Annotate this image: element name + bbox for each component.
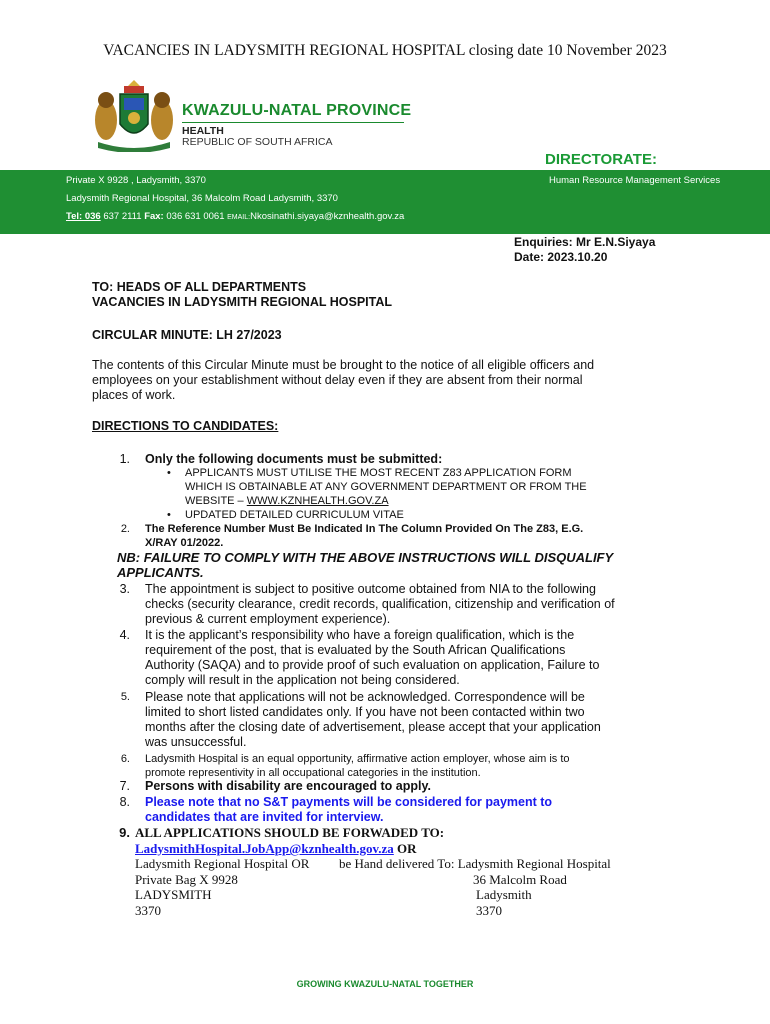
item-text (145, 628, 695, 688)
item-number: 3. (119, 582, 130, 596)
address-line: 3370 (476, 902, 502, 918)
bullet-line (185, 494, 675, 508)
hand-delivery-address (473, 872, 567, 919)
province-name: KWAZULU-NATAL PROVINCE (182, 102, 412, 119)
intro-line: The contents of this Circular Minute must be brought to the notice of all eligible officers and (92, 358, 595, 372)
bullet-line-text: WEBSITE – (185, 495, 247, 507)
item-line: The appointment is subject to positive outcome obtained from NIA to the following (145, 582, 596, 596)
contact-band (0, 170, 770, 234)
email-address[interactable]: Nkosinathi.siyaya@kznhealth.gov.za (250, 211, 405, 222)
item-line: Please note that applications will not be acknowledged. Correspondence will be (145, 690, 585, 704)
nb-line: NB: FAILURE TO COMPLY WITH THE ABOVE INSTRUCTIONS WILL DISQUALIFY (117, 550, 614, 565)
intro-line: places of work. (92, 388, 176, 402)
tel-label: Tel: 036 (66, 211, 101, 222)
item-number: 8. (119, 795, 130, 809)
republic-name: REPUBLIC OF SOUTH AFRICA (182, 136, 333, 148)
footer-slogan: GROWING KWAZULU-NATAL TOGETHER (296, 979, 474, 989)
physical-address: Ladysmith Regional Hospital, 36 Malcolm Road Ladysmith, 3370 (66, 193, 338, 204)
enquiries-contact: Enquiries: Mr E.N.Siyaya (514, 235, 656, 249)
memo-addressee (92, 280, 392, 310)
item-text (145, 582, 695, 627)
item-number: 9. (119, 825, 130, 840)
fax-number: 036 631 0061 (163, 211, 225, 222)
item-number: 4. (119, 628, 130, 642)
item-number: 6. (120, 753, 130, 765)
item-line: Ladysmith Hospital is an equal opportunity, affirmative action employer, whose aim is to (145, 753, 570, 765)
bullet-glyph: • (167, 509, 171, 521)
province-divider (182, 122, 404, 123)
bullet-item (185, 466, 675, 508)
item-line: months after the closing date of advertisement, please accept that your application (145, 720, 601, 734)
item-text (145, 795, 695, 825)
directions-heading: DIRECTIONS TO CANDIDATES: (92, 419, 279, 433)
directorate-label: DIRECTORATE: (545, 151, 657, 168)
address-line: LADYSMITH (135, 887, 212, 902)
fax-label: Fax: (144, 211, 164, 222)
address-line: Private Bag X 9928 (135, 871, 238, 887)
item-line: checks (security clearance, credit records, qualification, citizenship and verification of (145, 597, 615, 611)
enquiries-block (514, 235, 655, 265)
contact-line (66, 211, 404, 222)
item-text: Persons with disability are encouraged to apply. (145, 779, 431, 793)
address-line: 36 Malcolm Road (473, 871, 567, 887)
item-line: Please note that no S&T payments will be considered for payment to (145, 795, 553, 809)
item-line: comply will result in the application not being considered. (145, 673, 460, 687)
or-label: OR (393, 841, 417, 856)
department-name: HEALTH (182, 125, 224, 137)
item-number: 2. (120, 523, 130, 535)
item-text: Only the following documents must be submitted: (145, 452, 443, 466)
intro-line: employees on your establishment without delay even if they are absent from their normal (92, 373, 583, 387)
bullet-line: WHICH IS OBTAINABLE AT ANY GOVERNMENT DEPARTMENT OR FROM THE (185, 481, 587, 493)
nb-warning (117, 550, 677, 580)
item-line: was unsuccessful. (145, 735, 247, 749)
item-number: 7. (119, 779, 130, 793)
item-text (145, 522, 693, 550)
bullet-glyph: • (167, 467, 171, 479)
item-number: 5. (120, 691, 130, 703)
address-line: 3370 (135, 902, 161, 918)
hand-delivery-heading: be Hand delivered To: Ladysmith Regional Hospital (339, 856, 611, 871)
item-line: promote representivity in all occupational categories in the institution. (145, 767, 481, 779)
application-email-link[interactable]: LadysmithHospital.JobApp@kznhealth.gov.za (135, 841, 394, 856)
nb-line: APPLICANTS. (117, 565, 204, 580)
address-line: Ladysmith (476, 887, 532, 902)
item-line: previous & current employment experience). (145, 612, 391, 626)
item-line: X/RAY 01/2022. (145, 537, 224, 549)
item-line: candidates that are invited for interview. (145, 810, 384, 824)
intro-paragraph (92, 358, 682, 403)
tel-number: 637 2111 (100, 211, 142, 222)
memo-date: Date: 2023.10.20 (514, 250, 608, 264)
item-line: Authority (SAQA) and to provide proof of such evaluation on application, Failure to (145, 658, 600, 672)
item-text: ALL APPLICATIONS SHOULD BE FORWADED TO: (135, 825, 445, 840)
item-line: requirement of the post, that is evaluated by the South African Qualifications (145, 643, 566, 657)
memo-to: TO: HEADS OF ALL DEPARTMENTS (92, 280, 307, 294)
item-line: The Reference Number Must Be Indicated In The Column Provided On The Z83, E.G. (145, 523, 584, 535)
item-text (145, 752, 695, 780)
bullet-line: APPLICANTS MUST UTILISE THE MOST RECENT Z83 APPLICATION FORM (185, 467, 572, 479)
item-line: It is the applicant’s responsibility who have a foreign qualification, which is the (145, 628, 575, 642)
document-title: VACANCIES IN LADYSMITH REGIONAL HOSPITAL closing date 10 November 2023 (103, 42, 667, 59)
item-number: 1. (119, 452, 130, 466)
postal-address: Private X 9928 , Ladysmith, 3370 (66, 175, 206, 186)
kzn-coat-of-arms-icon (90, 80, 178, 152)
application-email-line (135, 841, 417, 857)
email-label: EMAIL: (227, 214, 251, 221)
bullet-item: UPDATED DETAILED CURRICULUM VITAE (185, 509, 404, 521)
address-line: Ladysmith Regional Hospital OR (135, 856, 310, 871)
memo-subject: VACANCIES IN LADYSMITH REGIONAL HOSPITAL (92, 295, 393, 309)
directorate-name: Human Resource Management Services (549, 175, 721, 186)
item-text (145, 690, 695, 750)
postal-address-block (135, 856, 309, 918)
website-link[interactable]: WWW.KZNHEALTH.GOV.ZA (246, 495, 389, 507)
circular-minute: CIRCULAR MINUTE: LH 27/2023 (92, 328, 282, 342)
item-line: limited to short listed candidates only. If you have not been contacted within two (145, 705, 585, 719)
